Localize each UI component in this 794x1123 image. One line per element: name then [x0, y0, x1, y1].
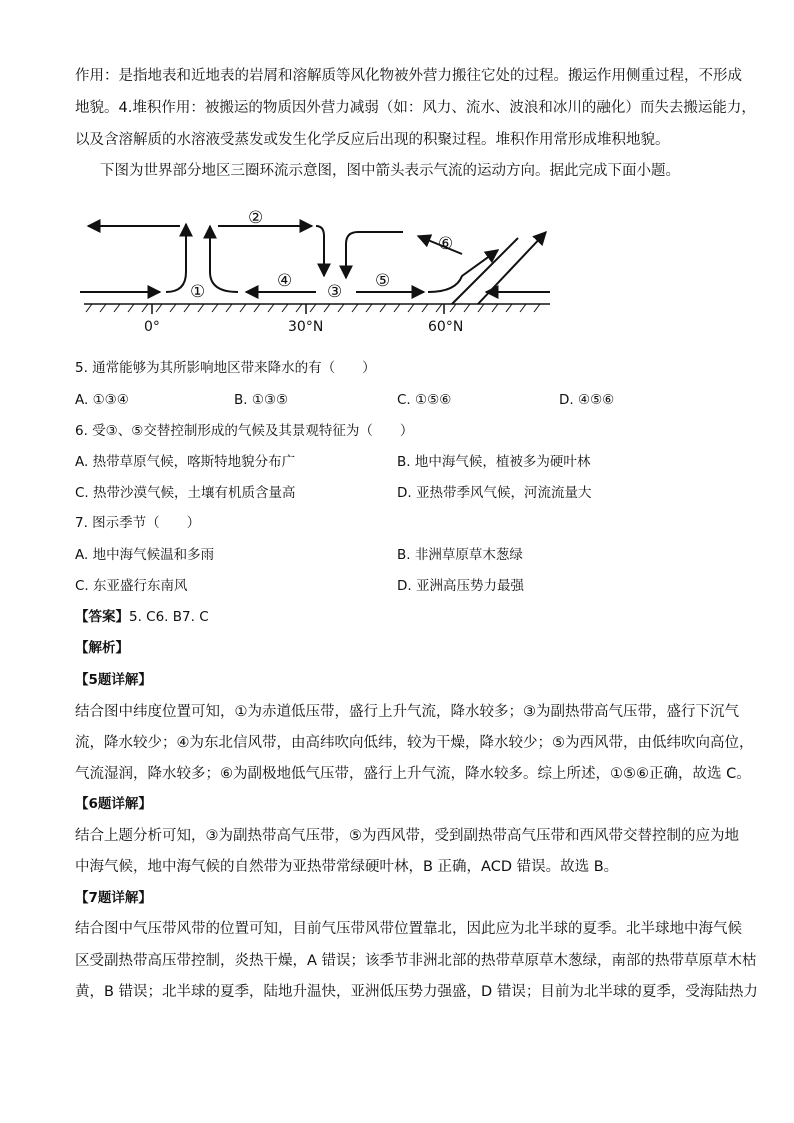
d6-line-1: 结合上题分析可知，③为副热带高气压带，⑤为西风带，受到副热带高气压带和西风带交替控制的应为地: [75, 828, 739, 844]
answer-label: 【答案】: [75, 609, 129, 625]
q7-stem: 7. 图示季节（ ）: [75, 515, 201, 531]
rising-arrow-1: [166, 224, 186, 292]
d7-line-3: 黄，B 错误；北半球的夏季，陆地升温快，亚洲低压势力强盛，D 错误；目前为北半球的夏季，受海陆热力: [75, 984, 758, 1000]
lat-0: 0°: [144, 319, 160, 335]
d5-line-3: 气流湿润，降水较多；⑥为副极地低气压带，盛行上升气流，降水较多。综上所述，①⑤⑥正确，故选 C。: [75, 766, 751, 782]
q7-option-b[interactable]: B. 非洲草原草木葱绿: [397, 547, 523, 563]
q7-option-d[interactable]: D. 亚洲高压势力最强: [397, 578, 524, 594]
intro-line-1: 作用：是指地表和近地表的岩屑和溶解质等风化物被外营力搬往它处的过程。搬运作用侧重过程，不形成: [75, 68, 742, 84]
d7-line-1: 结合图中气压带风带的位置可知，目前气压带风带位置靠北，因此应为北半球的夏季。北半球地中海气候: [75, 921, 742, 937]
d7-heading: 【7题详解】: [75, 890, 152, 906]
q7-option-c[interactable]: C. 东亚盛行东南风: [75, 578, 188, 594]
q6-stem: 6. 受③、⑤交替控制形成的气候及其景观特征为（ ）: [75, 423, 414, 439]
intro-line-2: 地貌。4.堆积作用：被搬运的物质因外营力减弱（如：风力、流水、波浪和冰川的融化）而失去搬运能力，: [75, 100, 756, 116]
intro-line-4: 下图为世界部分地区三圈环流示意图，图中箭头表示气流的运动方向。据此完成下面小题。: [100, 163, 680, 179]
q5-option-d[interactable]: D. ④⑤⑥: [559, 392, 615, 408]
d5-line-1: 结合图中纬度位置可知，①为赤道低压带，盛行上升气流，降水较多；③为副热带高气压带，盛行下沉气: [75, 704, 739, 720]
ground-hatching: [86, 304, 540, 312]
q6-option-b[interactable]: B. 地中海气候，植被多为硬叶林: [397, 454, 591, 470]
intro-line-3: 以及含溶解质的水溶液受蒸发或发生化学反应后出现的积聚过程。堆积作用常形成堆积地貌。: [75, 132, 670, 148]
q6-option-a[interactable]: A. 热带草原气候，喀斯特地貌分布广: [75, 454, 296, 470]
q5-stem: 5. 通常能够为其所影响地区带来降水的有（ ）: [75, 360, 376, 376]
d6-line-2: 中海气候，地中海气候的自然带为亚热带常绿硬叶林，B 正确，ACD 错误。故选 B。: [75, 859, 619, 875]
q6-option-c[interactable]: C. 热带沙漠气候，土壤有机质含量高: [75, 485, 296, 501]
circulation-diagram: [78, 196, 558, 338]
d5-heading: 【5题详解】: [75, 672, 152, 688]
lat-30: 30°N: [288, 319, 324, 335]
lat-60: 60°N: [428, 319, 464, 335]
d6-heading: 【6题详解】: [75, 796, 152, 812]
label-6: ⑥: [438, 234, 454, 254]
q5-option-b[interactable]: B. ①③⑤: [234, 392, 289, 408]
rising-arrow-2: [210, 226, 238, 292]
d7-line-2: 区受副热带高压带控制，炎热干燥，A 错误；该季节非洲北部的热带草原草木葱绿，南部的热带草原草木枯: [75, 953, 757, 969]
label-3: ③: [327, 282, 343, 302]
label-5: ⑤: [375, 271, 391, 291]
label-1: ①: [190, 282, 206, 302]
rising-arrow-6: [428, 250, 498, 292]
q7-option-a[interactable]: A. 地中海气候温和多雨: [75, 547, 215, 563]
q5-option-a[interactable]: A. ①③④: [75, 392, 129, 408]
answer-text: 5. C6. B7. C: [129, 609, 209, 625]
q5-option-c[interactable]: C. ①⑤⑥: [397, 392, 452, 408]
q6-option-d[interactable]: D. 亚热带季风气候，河流流量大: [397, 485, 592, 501]
answer-line: [75, 607, 209, 627]
analysis-label: 【解析】: [75, 640, 129, 656]
label-4: ④: [277, 271, 293, 291]
d5-line-2: 流，降水较少；④为东北信风带，由高纬吹向低纬，较为干燥，降水较少；⑤为西风带，由低纬吹向高位，: [75, 735, 754, 751]
label-2: ②: [248, 208, 264, 228]
descending-arrow-left: [316, 226, 324, 276]
